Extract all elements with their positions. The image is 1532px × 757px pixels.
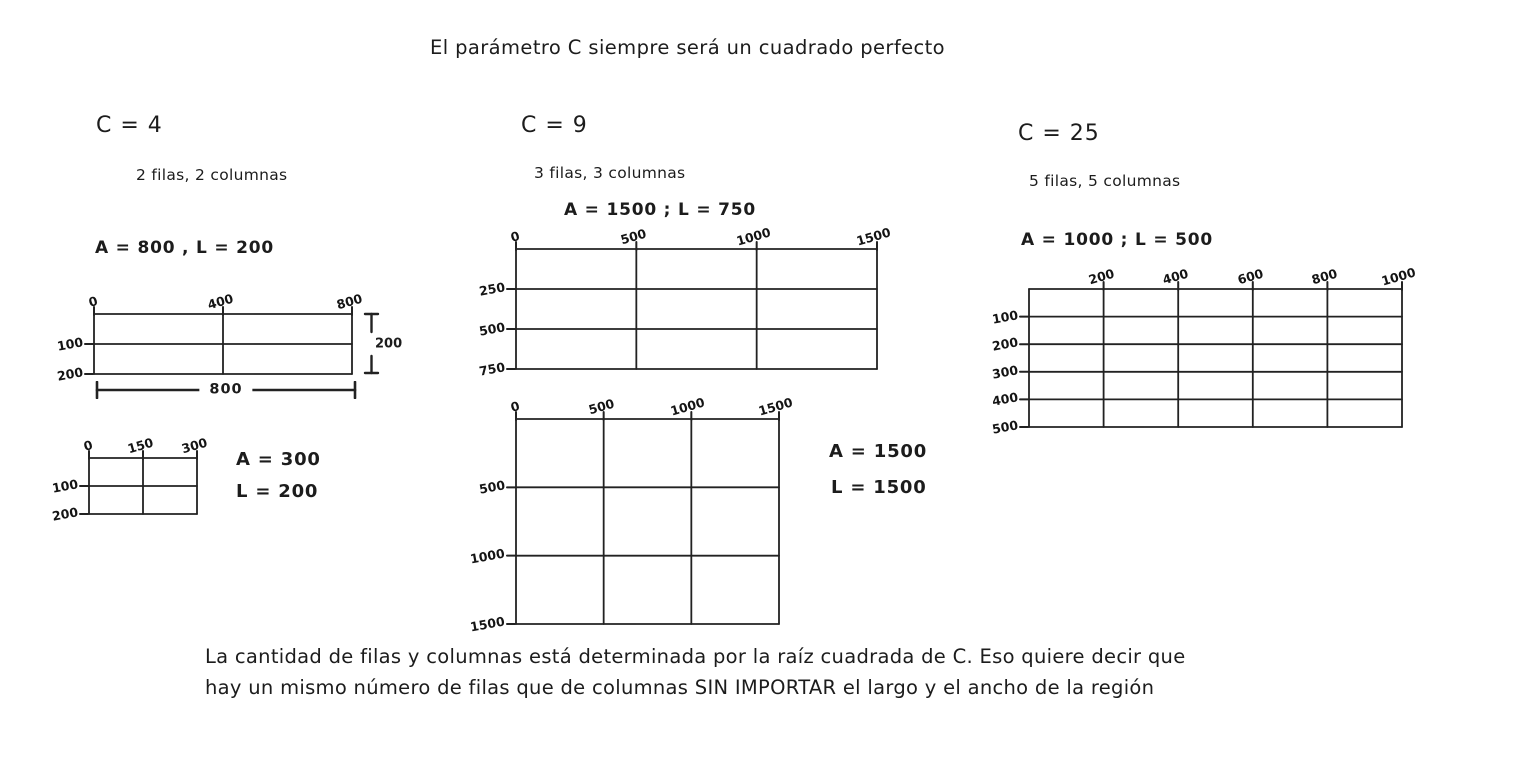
grid-c4-main <box>55 290 364 384</box>
x-tick-label: 500 <box>619 225 649 248</box>
c9-area-length-label: A = 1500 ; L = 750 <box>564 200 756 220</box>
x-tick-label: 400 <box>1160 265 1191 288</box>
y-tick-label: 100 <box>990 306 1020 327</box>
width-dimension-line <box>95 381 357 399</box>
x-tick-label: 1000 <box>669 394 707 419</box>
x-tick-label: 0 <box>508 228 522 245</box>
c4-area-length-label: A = 800 , L = 200 <box>95 238 275 258</box>
y-tick-label: 200 <box>990 334 1020 354</box>
c9-rows-cols-label: 3 filas, 3 columnas <box>534 164 686 182</box>
x-tick-label: 200 <box>1086 265 1116 288</box>
y-tick-label: 1500 <box>469 613 507 635</box>
y-tick-label: 750 <box>477 359 507 379</box>
c25-heading: C = 25 <box>1018 121 1100 146</box>
page-title: El parámetro C siempre será un cuadrado perfecto <box>430 36 946 59</box>
c4-rows-cols-label: 2 filas, 2 columnas <box>136 166 288 184</box>
y-tick-label: 100 <box>55 334 85 354</box>
width-dimension-label: 800 <box>199 381 252 397</box>
c4-small-length-label: L = 200 <box>236 481 319 502</box>
height-dimension-label: 200 <box>375 336 403 351</box>
y-tick-label: 500 <box>477 319 507 339</box>
footer-line-2: hay un mismo número de filas que de columnas SIN IMPORTAR el largo y el ancho de la región <box>205 676 1155 699</box>
y-tick-label: 100 <box>50 476 80 496</box>
c9-heading: C = 9 <box>521 113 588 138</box>
x-tick-label: 0 <box>508 398 522 415</box>
y-tick-label: 300 <box>990 362 1020 382</box>
y-tick-label: 200 <box>55 364 85 384</box>
x-tick-label: 800 <box>334 290 364 313</box>
grid-c4-small <box>50 434 209 524</box>
c9-square-area-label: A = 1500 <box>829 441 928 462</box>
c4-heading: C = 4 <box>96 113 163 138</box>
x-tick-label: 150 <box>125 434 155 457</box>
x-tick-label: 500 <box>586 395 616 418</box>
y-tick-label: 1000 <box>469 545 507 567</box>
x-tick-label: 1500 <box>756 394 795 419</box>
x-tick-label: 0 <box>81 437 95 454</box>
c9-square-length-label: L = 1500 <box>831 477 927 498</box>
x-tick-label: 600 <box>1235 265 1265 288</box>
x-tick-label: 400 <box>205 290 235 313</box>
x-tick-label: 0 <box>86 293 100 310</box>
grid-c9-square <box>469 394 795 635</box>
grid-c9-wide <box>477 224 893 379</box>
c4-small-area-label: A = 300 <box>236 449 321 470</box>
x-tick-label: 1500 <box>854 224 893 249</box>
footer-line-1: La cantidad de filas y columnas está determinada por la raíz cuadrada de C. Eso quiere decir que <box>205 645 1186 668</box>
x-tick-label: 1000 <box>734 224 772 249</box>
c25-area-length-label: A = 1000 ; L = 500 <box>1021 230 1213 250</box>
y-tick-label: 400 <box>990 389 1020 410</box>
y-tick-label: 250 <box>477 279 507 299</box>
x-tick-label: 300 <box>179 434 209 457</box>
y-tick-label: 500 <box>990 417 1020 437</box>
y-tick-label: 200 <box>50 504 80 524</box>
height-dimension-bracket <box>362 312 402 375</box>
x-tick-label: 800 <box>1310 265 1340 288</box>
y-tick-label: 500 <box>477 477 507 497</box>
grid-c25 <box>990 264 1418 437</box>
c25-rows-cols-label: 5 filas, 5 columnas <box>1029 172 1181 190</box>
x-tick-label: 1000 <box>1379 264 1418 289</box>
